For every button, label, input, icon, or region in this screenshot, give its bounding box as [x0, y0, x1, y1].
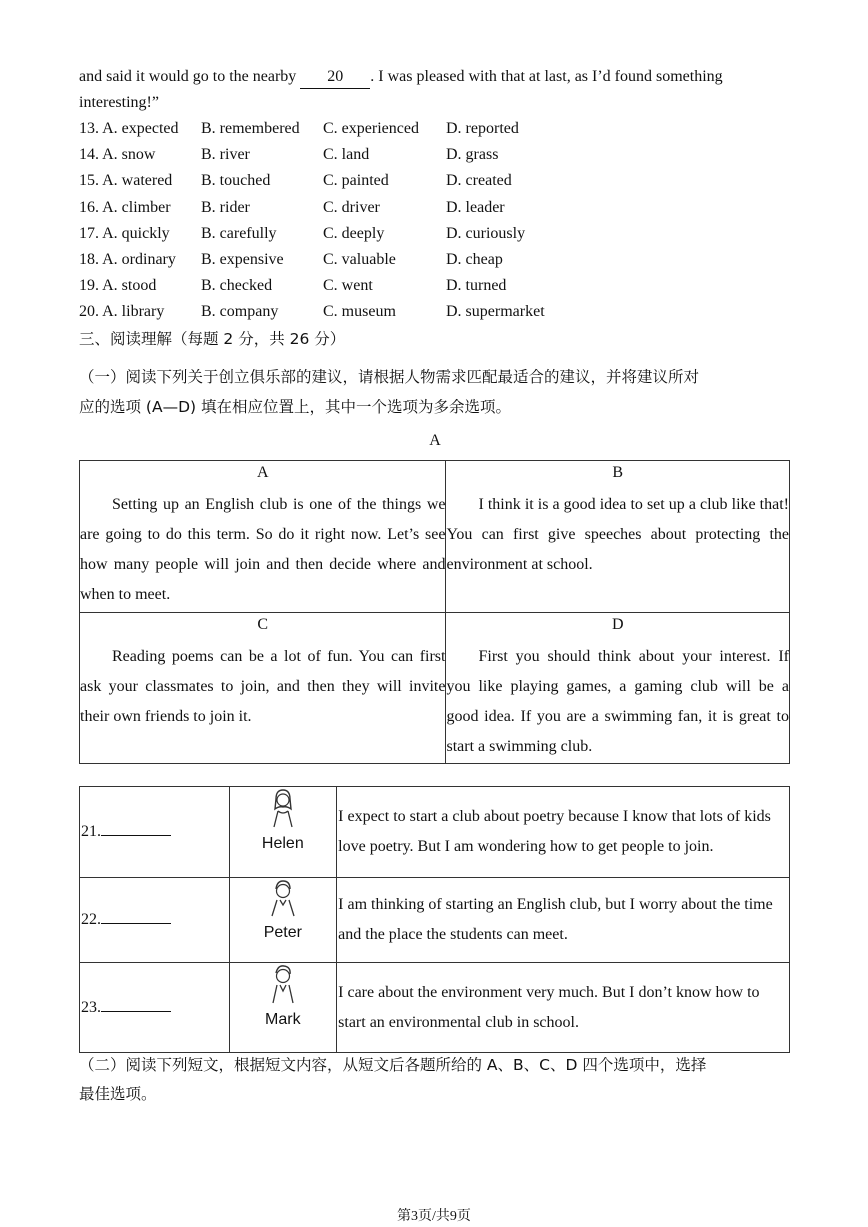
option-choice: C. painted: [323, 172, 389, 190]
answer-cell[interactable]: 21.: [80, 787, 230, 878]
suggestion-text: I think it is a good idea to set up a club like that! You can first give speeches about protecting the environment at school.: [446, 496, 789, 573]
suggestion-c: [80, 613, 446, 764]
option-choice: D. reported: [446, 120, 519, 137]
part-letter: A: [429, 432, 441, 449]
option-choice: B. remembered: [201, 120, 300, 137]
suggestion-text: First you should think about your interest. If you like playing games, a gaming club will be a good idea. If you are a swimming fan, it is great to start a swimming club.: [446, 648, 789, 755]
person-quote: I am thinking of starting an English club, but I worry about the time and the place the students can meet.: [337, 878, 790, 963]
part2-instruction-1: （二）阅读下列短文，根据短文内容，从短文后各题所给的 A、B、C、D 四个选项中，选择: [79, 1056, 707, 1074]
option-choice: B. expensive: [201, 251, 284, 268]
option-choice: C. valuable: [323, 251, 396, 268]
boy-icon: [268, 963, 298, 1005]
person-name: Helen: [261, 835, 304, 852]
option-choice: C. experienced: [323, 120, 419, 137]
suggestion-text: Setting up an English club is one of the things we are going to do this term. So do it right now. Let’s see how many people will join and then decide where and when to meet.: [80, 496, 446, 603]
option-choice: 19. A. stood: [79, 277, 157, 295]
suggestions-table: [79, 460, 790, 764]
suggestion-label: A: [256, 464, 269, 481]
boy-icon: [268, 878, 298, 918]
option-choice: B. touched: [201, 172, 271, 190]
option-choice: D. leader: [446, 198, 505, 216]
page-footer: 第3页/共9页: [397, 1209, 471, 1224]
option-choice: C. deeply: [323, 224, 385, 242]
section-title: 三、阅读理解（每题 2 分，共 26 分）: [79, 330, 346, 348]
option-choice: D. created: [446, 172, 512, 190]
person-name: Mark: [265, 1011, 301, 1028]
passage-line-1: and said it would go to the nearby 20 . I was pleased with that at last, as I’d found something: [79, 66, 791, 89]
person-cell: [229, 787, 337, 878]
suggestion-b: [446, 461, 790, 613]
instruction-line-2: 应的选项 (A—D) 填在相应位置上，其中一个选项为多余选项。: [79, 398, 511, 416]
suggestion-a: [80, 461, 446, 613]
suggestion-label: D: [611, 616, 624, 633]
option-choice: 17. A. quickly: [79, 224, 170, 242]
person-quote: I expect to start a club about poetry because I know that lots of kids love poetry. But I am wondering how to get people to join.: [337, 787, 790, 878]
table-row: [80, 787, 790, 878]
option-choice: D. grass: [446, 146, 499, 164]
person-cell: [229, 878, 337, 963]
suggestion-d: [446, 613, 790, 764]
option-choice: B. carefully: [201, 224, 277, 242]
person-quote: I care about the environment very much. But I don’t know how to start an environmental club in school.: [337, 963, 790, 1053]
suggestion-label: C: [257, 616, 269, 633]
part2-instruction-2: 最佳选项。: [79, 1085, 157, 1103]
table-row: [80, 878, 790, 963]
option-choice: D. turned: [446, 277, 507, 295]
suggestion-text: Reading poems can be a lot of fun. You can first ask your classmates to join, and then they will invite their own friends to join it.: [80, 648, 446, 725]
option-choice: 15. A. watered: [79, 172, 173, 190]
passage-line-2: interesting!”: [79, 94, 159, 111]
instruction-line-1: （一）阅读下列关于创立俱乐部的建议，请根据人物需求匹配最适合的建议，并将建议所对: [79, 368, 700, 386]
option-choice: D. supermarket: [446, 303, 545, 321]
option-choice: 20. A. library: [79, 303, 165, 321]
option-choice: 16. A. climber: [79, 198, 171, 216]
option-choice: C. went: [323, 277, 373, 295]
option-choice: B. checked: [201, 277, 273, 295]
option-choice: B. river: [201, 146, 250, 164]
option-choice: 14. A. snow: [79, 146, 156, 164]
option-choice: B. company: [201, 303, 279, 321]
person-name: Peter: [263, 924, 302, 941]
option-choice: C. land: [323, 146, 370, 164]
option-choice: B. rider: [201, 198, 250, 216]
option-choice: D. curiously: [446, 224, 526, 242]
table-row: [80, 963, 790, 1053]
people-table: [79, 786, 790, 1053]
person-cell: [229, 963, 337, 1053]
option-choice: D. cheap: [446, 251, 503, 268]
option-choice: C. driver: [323, 198, 380, 216]
girl-icon: [269, 787, 297, 829]
option-choice: 18. A. ordinary: [79, 251, 176, 268]
suggestion-label: B: [612, 464, 624, 481]
answer-cell[interactable]: 23.: [80, 963, 230, 1053]
answer-cell[interactable]: 22.: [80, 878, 230, 963]
option-choice: C. museum: [323, 303, 396, 321]
blank-20: 20: [300, 66, 370, 89]
option-choice: 13. A. expected: [79, 120, 179, 137]
